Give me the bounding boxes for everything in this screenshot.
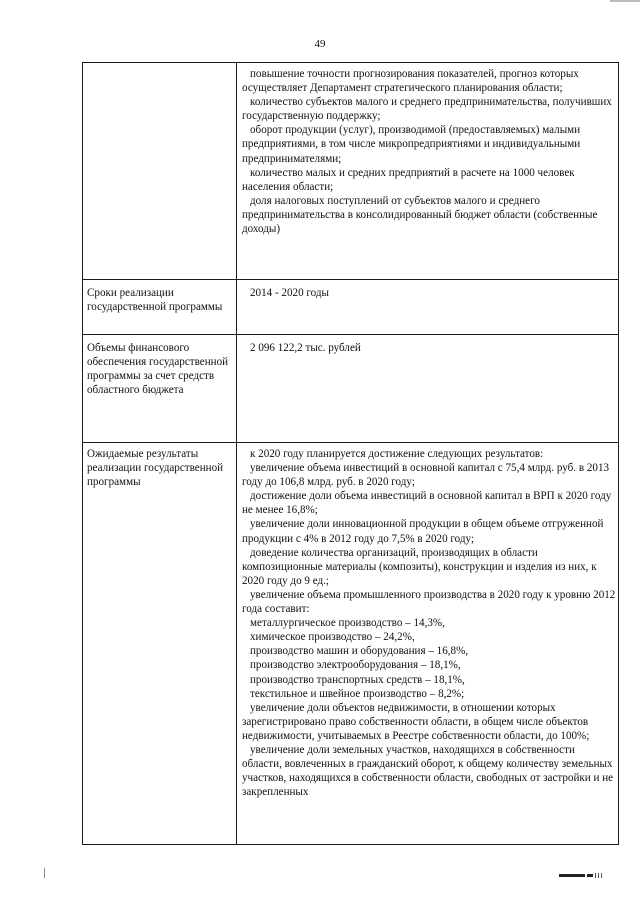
list-item: доведение количества организаций, производящих в области композиционные материалы (композиты), конструкции и изделия из них, к 2020 году до 9 ед.; — [242, 546, 597, 587]
row-label — [83, 63, 237, 280]
row-label-terms: Сроки реализации государственной программы — [83, 280, 237, 335]
scan-edge-mark — [44, 868, 45, 878]
list-item: увеличение объема инвестиций в основной капитал с 75,4 млрд. руб. в 2013 году до 106,8 млрд. руб. в 2020 году; — [242, 462, 610, 489]
terms-value: 2014 - 2020 годы — [250, 287, 329, 299]
list-item: доля налоговых поступлений от субъектов малого и среднего предпринимательства в консолидированный бюджет области (собственные доходы) — [242, 194, 598, 236]
scan-barcode-mark — [559, 873, 602, 878]
table-row-indicators-continuation — [83, 63, 619, 280]
list-item: текстильное и швейное производство – 8,2%; — [250, 687, 465, 700]
row-label-results: Ожидаемые результаты реализации государственной программы — [83, 443, 237, 845]
list-item: достижение доли объема инвестиций в основной капитал в ВРП к 2020 году не менее 16,8%; — [242, 490, 612, 517]
list-item: химическое производство – 24,2%, — [250, 631, 415, 644]
barcode-bar — [559, 874, 585, 877]
row-label-funding: Объемы финансового обеспечения государственной программы за счет средств областного бюджета — [83, 335, 237, 443]
list-item: производство электрооборудования – 18,1%, — [250, 659, 461, 672]
list-item: увеличение доли объектов недвижимости, в отношении которых зарегистрировано право собственности области, в общем числе объектов недвижимости, учитываемых в Реестре собственности области, до 100%; — [242, 701, 590, 742]
barcode-bar — [598, 873, 599, 878]
row-value-terms — [237, 280, 619, 335]
passport-table — [82, 62, 619, 845]
list-item: количество малых и средних предприятий в расчете на 1000 человек населения области; — [242, 166, 575, 193]
table-row-terms — [83, 280, 619, 335]
list-item: количество субъектов малого и среднего предпринимательства, получивших государственную поддержку; — [242, 96, 612, 123]
scan-edge-mark — [610, 0, 640, 2]
list-item: оборот продукции (услуг), производимой (предоставляемых) малыми предприятиями, в том числе микропредприятиями и индивидуальными предпринимателями; — [242, 124, 581, 165]
list-item: повышение точности прогнозирования показателей, прогноз которых осуществляет Департамент стратегического планирования области; — [242, 68, 579, 95]
list-item: увеличение доли инновационной продукции в общем объеме отгруженной продукции с 4% в 2012 году до 7,5% в 2020 году; — [242, 518, 604, 545]
list-item: металлургическое производство – 14,3%, — [250, 617, 445, 630]
funding-value: 2 096 122,2 тыс. рублей — [250, 342, 361, 354]
barcode-bar — [601, 873, 602, 878]
row-content-results — [237, 443, 619, 845]
table-row-expected-results — [83, 443, 619, 845]
list-item: производство транспортных средств – 18,1%, — [250, 673, 465, 686]
list-item: к 2020 году планируется достижение следующих результатов: — [250, 448, 544, 460]
row-content — [237, 63, 619, 280]
barcode-bar — [587, 874, 593, 877]
list-item: увеличение доли земельных участков, находящихся в собственности области, вовлеченных в гражданский оборот, к общему количеству земельных участков, находящихся в собственности области, свободных от застройки и не закрепленных — [242, 743, 614, 799]
row-value-funding — [237, 335, 619, 443]
list-item: производство машин и оборудования – 16,8%, — [250, 645, 469, 658]
page-number: 49 — [314, 38, 326, 50]
list-item: увеличение объема промышленного производства в 2020 году к уровню 2012 года составит: — [242, 588, 616, 616]
table-row-funding — [83, 335, 619, 443]
barcode-bar — [595, 873, 596, 878]
